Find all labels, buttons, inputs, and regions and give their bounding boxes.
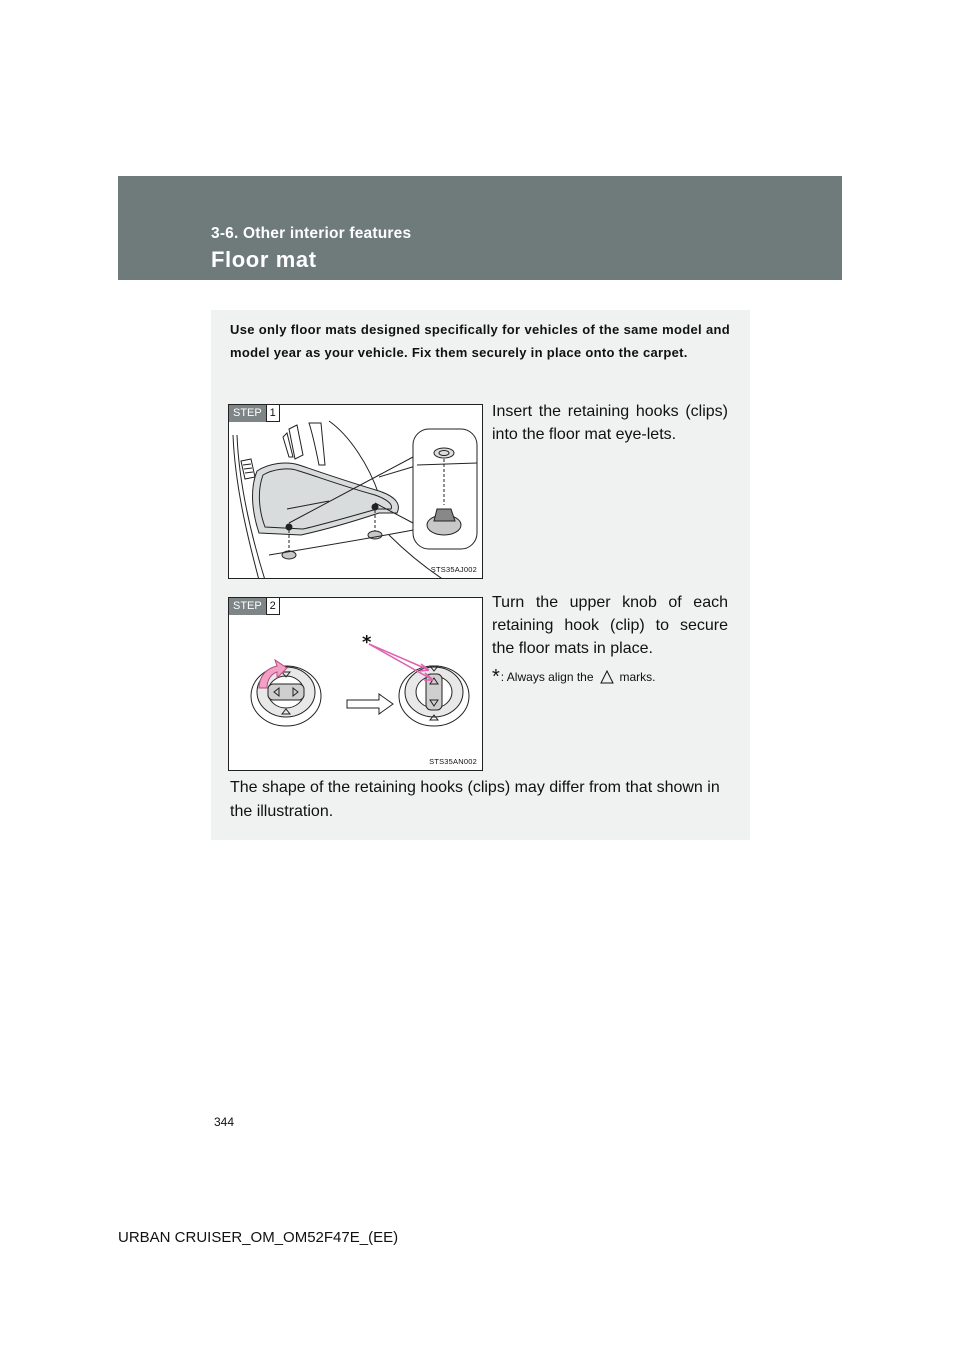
page-title: Floor mat — [211, 247, 317, 272]
note-text-after: marks. — [619, 670, 656, 684]
floor-mat-illustration — [229, 405, 483, 579]
callout-asterisk: * — [362, 632, 372, 653]
knob-rotation-illustration — [229, 598, 483, 771]
step2-badge-word: STEP — [229, 598, 266, 615]
step1-badge-word: STEP — [229, 405, 266, 422]
step2-figure-code: STS35AN002 — [429, 757, 477, 766]
step1-badge — [229, 405, 280, 422]
illustration-disclaimer: The shape of the retaining hooks (clips) may differ from that shown in the illustration. — [230, 779, 720, 820]
document-code: URBAN CRUISER_OM_OM52F47E_(EE) — [118, 1229, 399, 1246]
step1-figure-code: STS35AJ002 — [430, 565, 477, 574]
step2-text: Turn the upper knob of each retaining hook (clip) to secure the floor mats in place. — [492, 594, 728, 657]
step1-text: Insert the retaining hooks (clips) into the floor mat eye-lets. — [492, 403, 728, 443]
step2-badge — [229, 598, 280, 615]
alignment-note — [492, 666, 728, 688]
step2-badge-number: 2 — [266, 598, 280, 615]
content-box — [211, 310, 750, 840]
step2-figure — [228, 597, 483, 771]
section-label: 3-6. Other interior features — [211, 225, 412, 242]
note-asterisk: * — [492, 666, 500, 688]
triangle-mark-icon — [600, 670, 614, 684]
step1-figure — [228, 404, 483, 579]
intro-text: Use only floor mats designed specifically for vehicles of the same model and model year as your vehicle. Fix them securely in place onto the carpet. — [230, 322, 730, 360]
header-band — [118, 176, 842, 280]
step1-badge-number: 1 — [266, 405, 280, 422]
note-text-before: : Always align the — [500, 670, 594, 684]
page-number: 344 — [214, 1115, 235, 1129]
